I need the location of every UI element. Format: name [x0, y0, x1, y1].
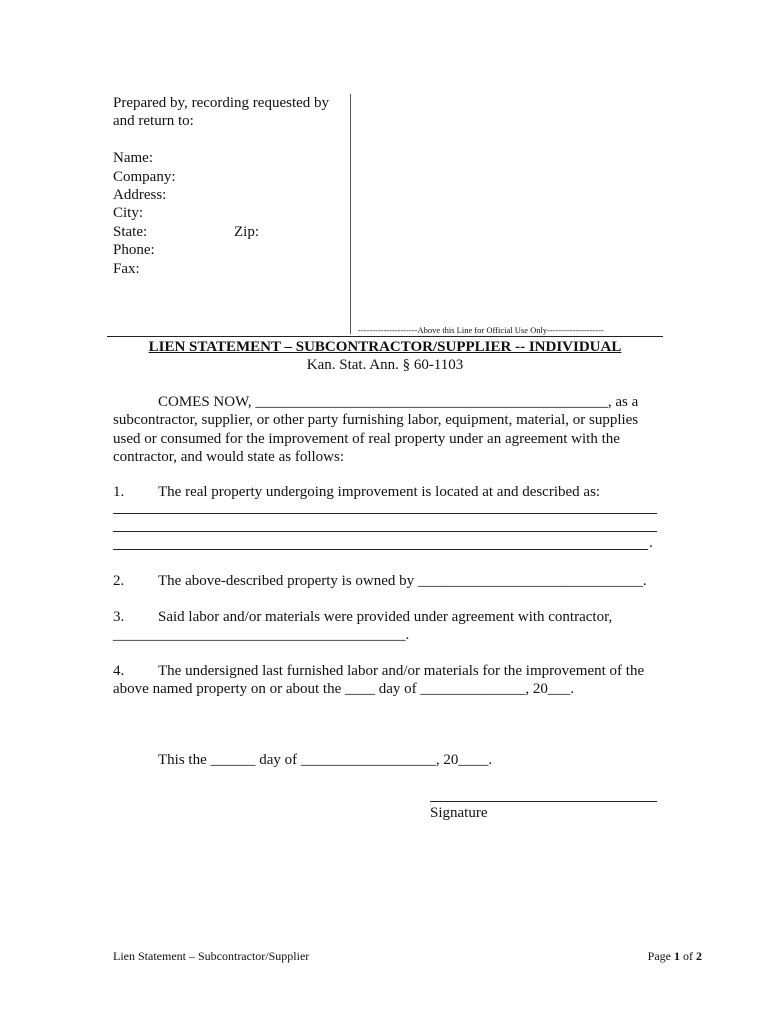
- statute-citation: Kan. Stat. Ann. § 60-1103: [306, 357, 464, 373]
- property-description-period: .: [649, 535, 653, 551]
- phone-label: Phone:: [113, 242, 155, 259]
- page-total: 2: [696, 949, 702, 963]
- prepared-by-line1: Prepared by, recording requested by: [113, 95, 330, 111]
- item-3-text: Said labor and/or materials were provided under agreement with contractor,: [158, 609, 613, 625]
- zip-label: Zip:: [234, 223, 259, 240]
- city-label: City:: [113, 205, 144, 222]
- item-3-continuation: _______________________________________.: [113, 627, 410, 644]
- footer-left: Lien Statement – Subcontractor/Supplier: [113, 949, 310, 963]
- signature-label: Signature: [430, 805, 488, 821]
- name-label: Name:: [113, 150, 153, 167]
- item-4-continuation: above named property on or about the ____ day of ______________, 20___.: [113, 681, 575, 698]
- item-2-number: 2.: [113, 573, 125, 589]
- item-4-number: 4.: [113, 663, 125, 679]
- property-description-line-2[interactable]: [113, 531, 657, 532]
- item-1-number: 1.: [113, 484, 125, 500]
- intro-paragraph: [113, 393, 658, 467]
- item-4-text: The undersigned last furnished labor and/or materials for the improvement of the: [158, 663, 645, 679]
- vertical-divider: [350, 94, 351, 334]
- item-1: [113, 483, 648, 501]
- page-number: 1: [674, 949, 680, 963]
- page-indicator: [648, 949, 702, 964]
- intro-line1: COMES NOW, _______________________________________________, as a: [158, 394, 639, 410]
- prepared-by-block: [113, 94, 329, 278]
- header-rule: [107, 336, 663, 337]
- signature-line[interactable]: [430, 801, 657, 802]
- item-2-text: The above-described property is owned by ______________________________.: [158, 573, 647, 589]
- item-3: [113, 608, 648, 645]
- official-use-note: ---------------------Above this Line for Official Use Only--------------------: [358, 325, 604, 335]
- property-description-line-3[interactable]: [113, 549, 648, 550]
- intro-line3: used or consumed for the improvement of real property under an agreement with the: [113, 430, 620, 447]
- prepared-by-line2: and return to:: [113, 113, 194, 130]
- document-title: LIEN STATEMENT – SUBCONTRACTOR/SUPPLIER -- INDIVIDUAL: [148, 339, 622, 355]
- of-word: of: [683, 949, 693, 963]
- property-description-line-1[interactable]: [113, 513, 657, 514]
- item-3-number: 3.: [113, 609, 125, 625]
- company-label: Company:: [113, 168, 176, 185]
- item-2: [113, 572, 658, 590]
- address-label: Address:: [113, 187, 167, 204]
- state-label: State:: [113, 223, 148, 240]
- page-word: Page: [647, 949, 671, 963]
- intro-line4: contractor, and would state as follows:: [113, 449, 345, 466]
- item-1-text: The real property undergoing improvement is located at and described as:: [158, 484, 601, 500]
- intro-line2: subcontractor, supplier, or other party furnishing labor, equipment, material, or supplies: [113, 412, 639, 429]
- item-4: [113, 662, 648, 699]
- dated-line: This the ______ day of __________________, 20____.: [158, 752, 493, 768]
- fax-label: Fax:: [113, 260, 140, 277]
